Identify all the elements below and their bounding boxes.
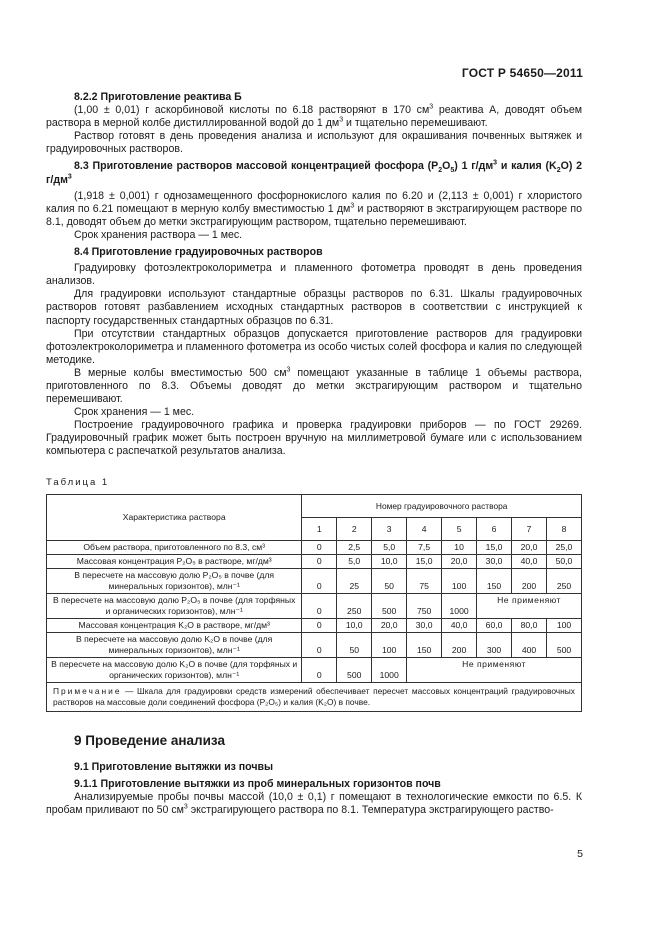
paragraph: В мерные колбы вместимостью 500 $см^3$ помещают указанные в таблице 1 объемы раствора, приготовленного по 8.3. Объемы доводят до метки экстрагирующим раствором и тщательно перемешивают. xyxy=(46,366,582,406)
solution-number: 5 xyxy=(442,517,477,540)
table-cell: 1000 xyxy=(442,593,477,618)
table-cell: 400 xyxy=(512,632,547,657)
solution-number: 3 xyxy=(372,517,407,540)
paragraph: Построение градуировочного графика и проверка градуировки приборов — по ГОСТ 29269. Градуировочный график может быть построен вручную на миллиметровой бумаге или с использованием компьютера с распечаткой результатов анализа. xyxy=(46,419,582,458)
table-row xyxy=(47,618,582,632)
table-note: Примечание — Шкала для градуировки средств измерений обеспечивает пересчет массовых концентраций градуировочных растворов на массовые доли соединений фосфора (P₂O₅) и калия (K₂O) в почве. xyxy=(47,682,582,711)
table-cell: 200 xyxy=(512,568,547,593)
table-cell: 10,0 xyxy=(337,618,372,632)
row-label: В пересчете на массовую долю K₂O в почве (для минеральных горизонтов), млн⁻¹ xyxy=(47,632,302,657)
column-header-group: Номер градуировочного раствора xyxy=(302,494,582,517)
row-label: В пересчете на массовую долю P₂O₅ в почве (для минеральных горизонтов), млн⁻¹ xyxy=(47,568,302,593)
table-cell: 50 xyxy=(337,632,372,657)
table-cell: 25 xyxy=(337,568,372,593)
table-cell: 500 xyxy=(546,632,581,657)
table-cell: 300 xyxy=(477,632,512,657)
table-cell: 500 xyxy=(372,593,407,618)
heading-9-1-1: 9.1.1 Приготовление вытяжки из проб минеральных горизонтов почв xyxy=(74,777,441,790)
table-cell: 100 xyxy=(372,632,407,657)
table-caption: Таблица 1 xyxy=(46,476,110,488)
heading-section-9: 9 Проведение анализа xyxy=(74,732,225,748)
page-number: 5 xyxy=(577,848,583,860)
solution-number: 2 xyxy=(337,517,372,540)
page-content xyxy=(46,88,582,817)
paragraph: Срок хранения раствора — 1 мес. xyxy=(74,228,243,241)
table-row xyxy=(47,554,582,568)
solution-number: 1 xyxy=(302,517,337,540)
calibration-table xyxy=(46,494,582,712)
table-cell: 0 xyxy=(302,632,337,657)
table-cell: 25,0 xyxy=(546,540,581,554)
row-label: В пересчете на массовую долю P₂O₅ в почве (для торфяных и органических горизонтов), млн⁻¹ xyxy=(47,593,302,618)
paragraph: Срок хранения — 1 мес. xyxy=(74,406,195,419)
table-cell: 150 xyxy=(407,632,442,657)
table-cell: 1000 xyxy=(372,657,407,682)
table-cell: 30,0 xyxy=(477,554,512,568)
table-cell: 60,0 xyxy=(477,618,512,632)
table-cell: 0 xyxy=(302,593,337,618)
table-row xyxy=(47,657,582,682)
table-cell: 100 xyxy=(442,568,477,593)
table-cell: 150 xyxy=(477,568,512,593)
solution-number: 4 xyxy=(407,517,442,540)
table-cell: 0 xyxy=(302,540,337,554)
paragraph: Для градуировки используют стандартные образцы растворов по 6.31. Шкалы градуировочных растворов готовят разбавлением исходных стандартных растворов в соответствии с инструкцией к паспорту государственных стандартных образцов по 6.31. xyxy=(46,288,582,327)
table-cell: 20,0 xyxy=(442,554,477,568)
table-cell: 30,0 xyxy=(407,618,442,632)
table-cell: 80,0 xyxy=(512,618,547,632)
paragraph: Градуировку фотоэлектроколориметра и пламенного фотометра проводят в день проведения анализов. xyxy=(46,262,582,288)
table-cell: 15,0 xyxy=(477,540,512,554)
table-cell: 0 xyxy=(302,554,337,568)
document-id: ГОСТ Р 54650—2011 xyxy=(461,66,583,80)
table-cell: 40,0 xyxy=(442,618,477,632)
table-cell: 5,0 xyxy=(337,554,372,568)
table-cell: 20,0 xyxy=(512,540,547,554)
solution-number: 8 xyxy=(546,517,581,540)
table-cell: 7,5 xyxy=(407,540,442,554)
table-cell: 20,0 xyxy=(372,618,407,632)
table-cell: 0 xyxy=(302,657,337,682)
heading-8-2-2: 8.2.2 Приготовление реактива Б xyxy=(74,91,242,103)
not-applicable-cell: Не применяют xyxy=(407,657,582,682)
heading-9-1: 9.1 Приготовление вытяжки из почвы xyxy=(74,760,274,773)
row-label: В пересчете на массовую долю K₂O в почве (для торфяных и органических горизонтов), млн⁻¹ xyxy=(47,657,302,682)
heading-8-4: 8.4 Приготовление градуировочных растворов xyxy=(74,246,323,259)
table-cell: 750 xyxy=(407,593,442,618)
table-cell: 100 xyxy=(546,618,581,632)
table-cell: 50,0 xyxy=(546,554,581,568)
table-row xyxy=(47,540,582,554)
row-label: Массовая концентрация K₂O в растворе, мг/дм³ xyxy=(47,618,302,632)
table-cell: 250 xyxy=(546,568,581,593)
table-cell: 250 xyxy=(337,593,372,618)
table-row xyxy=(47,593,582,618)
paragraph: При отсутствии стандартных образцов допускается приготовление растворов для градуировки фотоэлектроколориметра и пламенного фотометра из особо чистых солей фосфора и калия по следующей методике. xyxy=(46,327,582,366)
paragraph: Раствор готовят в день проведения анализа и используют для окрашивания почвенных вытяжек и градуировочных растворов. xyxy=(46,130,582,156)
heading-8-3: 8.3 Приготовление растворов массовой концентрацией фосфора $(P_2O_5)$ 1 $г/дм^3$ и калия $(K_2O)$ 2 $г/дм^3$ xyxy=(46,159,583,186)
row-label: Массовая концентрация P₂O₅ в растворе, мг/дм³ xyxy=(47,554,302,568)
table-cell: 0 xyxy=(302,568,337,593)
table-cell: 75 xyxy=(407,568,442,593)
table-cell: 10,0 xyxy=(372,554,407,568)
table-row xyxy=(47,632,582,657)
table-cell: 5,0 xyxy=(372,540,407,554)
table-cell: 15,0 xyxy=(407,554,442,568)
table-cell: 10 xyxy=(442,540,477,554)
table-cell: 0 xyxy=(302,618,337,632)
row-label: Объем раствора, приготовленного по 8.3, см³ xyxy=(47,540,302,554)
not-applicable-cell: Не применяют xyxy=(477,593,582,618)
table-cell: 500 xyxy=(337,657,372,682)
table-cell: 2,5 xyxy=(337,540,372,554)
column-header-characteristic: Характеристика раствора xyxy=(47,494,302,540)
paragraph: (1,00 ± 0,01) г аскорбиновой кислоты по 6.18 растворяют в 170 $см^3$ реактива А, доводят объем раствора в мерной колбе дистиллированной водой до 1 $дм^3$ и тщательно перемешивают. xyxy=(46,103,582,130)
table-cell: 40,0 xyxy=(512,554,547,568)
paragraph: (1,918 ± 0,001) г однозамещенного фосфорнокислого калия по 6.20 и (2,113 ± 0,001) г хлористого калия по 6.21 помещают в мерную колбу вместимостью 1 $дм^3$ и растворяют в экстрагирующем растворе по 8.1, доводят объем до метки экстрагирующим раствором, тщательно перемешивают. xyxy=(46,189,582,228)
table-row xyxy=(47,568,582,593)
table-cell: 200 xyxy=(442,632,477,657)
solution-number: 6 xyxy=(477,517,512,540)
table-cell: 50 xyxy=(372,568,407,593)
solution-number: 7 xyxy=(512,517,547,540)
paragraph: Анализируемые пробы почвы массой (10,0 ± 0,1) г помещают в технологические емкости по 6.5. К пробам приливают по 50 $см^3$ экстрагирующего раствора по 8.1. Температура экстрагирующего раство- xyxy=(46,790,582,816)
